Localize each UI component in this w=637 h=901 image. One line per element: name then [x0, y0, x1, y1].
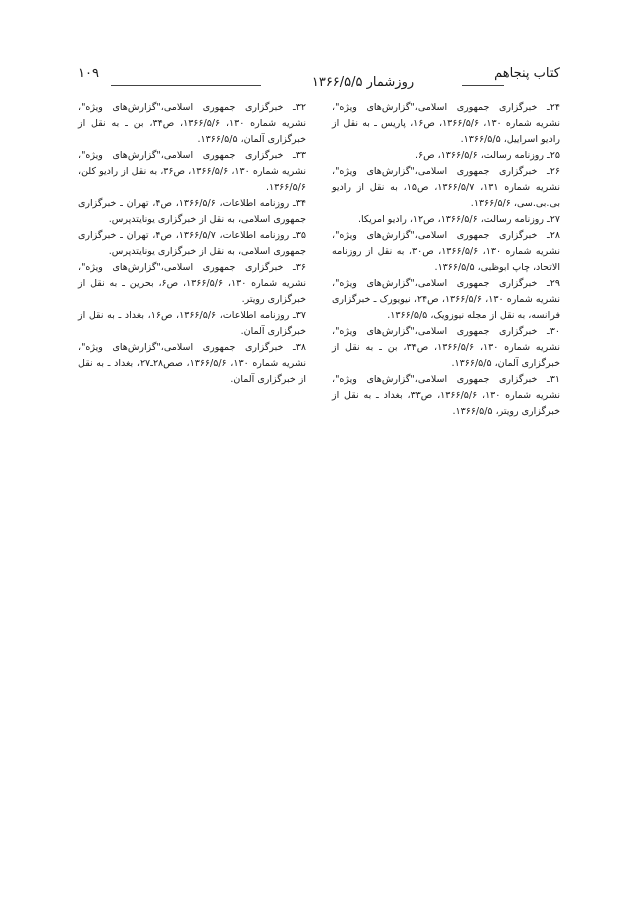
footnote-35: ۳۵ـ روزنامه اطلاعات، ۱۳۶۶/۵/۷، ص۴، تهران ـ خبرگزاری جمهوری اسلامی، به نقل از خبرگزاری یونایتدپرس.	[78, 230, 306, 257]
footnote-26: ۲۶ـ خبرگزاری جمهوری اسلامی،"گزارش‌های ویژه"، نشریه شماره ۱۳۱، ۱۳۶۶/۵/۷، ص۱۵، به نقل از رادیو بی.بی.سی، ۱۳۶۶/۵/۶.	[332, 166, 560, 209]
footnote-34: ۳۴ـ روزنامه اطلاعات، ۱۳۶۶/۵/۶، ص۴، تهران ـ خبرگزاری جمهوری اسلامی، به نقل از خبرگزاری یونایتدپرس.	[78, 198, 306, 225]
notes-column-right	[332, 100, 560, 420]
page-number: ۱۰۹	[78, 66, 99, 81]
book-title: کتاب پنجاهم	[494, 66, 560, 81]
footnote-31: ۳۱ـ خبرگزاری جمهوری اسلامی،"گزارش‌های ویژه"، نشریه شماره ۱۳۰، ۱۳۶۶/۵/۶، ص۳۳، بغداد ـ به نقل از خبرگزاری رویتر، ۱۳۶۶/۵/۵.	[332, 374, 560, 417]
footnote-24: ۲۴ـ خبرگزاری جمهوری اسلامی،"گزارش‌های ویژه"، نشریه شماره ۱۳۰، ۱۳۶۶/۵/۶، ص۱۶، پاریس ـ به نقل از رادیو اسراییل، ۱۳۶۶/۵/۵.	[332, 102, 560, 145]
footnote-37: ۳۷ـ روزنامه اطلاعات، ۱۳۶۶/۵/۶، ص۱۶، بغداد ـ به نقل از خبرگزاری آلمان.	[78, 310, 306, 337]
footnote-28: ۲۸ـ خبرگزاری جمهوری اسلامی،"گزارش‌های ویژه"، نشریه شماره ۱۳۰، ۱۳۶۶/۵/۶، ص۳۰، به نقل از روزنامه الاتحاد، چاپ ابوظبی، ۱۳۶۶/۵/۵.	[332, 230, 560, 273]
notes-column-left	[78, 100, 306, 388]
footnote-38: ۳۸ـ خبرگزاری جمهوری اسلامی،"گزارش‌های ویژه"، نشریه شماره ۱۳۰، ۱۳۶۶/۵/۶، صص۲۸ـ۲۷، بغداد ـ به نقل از خبرگزاری آلمان.	[78, 342, 306, 385]
footnote-27: ۲۷ـ روزنامه رسالت، ۱۳۶۶/۵/۶، ص۱۲، رادیو امریکا.	[358, 214, 560, 225]
footnote-25: ۲۵ـ روزنامه رسالت، ۱۳۶۶/۵/۶، ص۶.	[414, 150, 560, 161]
header-rule-left	[111, 85, 261, 86]
footnote-33: ۳۳ـ خبرگزاری جمهوری اسلامی،"گزارش‌های ویژه"، نشریه شماره ۱۳۰، ۱۳۶۶/۵/۶، ص۳۶، به نقل از رادیو کلن، ۱۳۶۶/۵/۶.	[78, 150, 306, 193]
running-head-date: روزشمار ۱۳۶۶/۵/۵	[264, 75, 462, 90]
footnote-30: ۳۰ـ خبرگزاری جمهوری اسلامی،"گزارش‌های ویژه"، نشریه شماره ۱۳۰، ۱۳۶۶/۵/۶، ص۳۴، بن ـ به نقل از خبرگزاری آلمان، ۱۳۶۶/۵/۵.	[332, 326, 561, 369]
footnote-32: ۳۲ـ خبرگزاری جمهوری اسلامی،"گزارش‌های ویژه"، نشریه شماره ۱۳۰، ۱۳۶۶/۵/۶، ص۳۴، بن ـ به نقل از خبرگزاری آلمان، ۱۳۶۶/۵/۵.	[78, 102, 307, 145]
page-header	[78, 66, 560, 92]
footnote-36: ۳۶ـ خبرگزاری جمهوری اسلامی،"گزارش‌های ویژه"، نشریه شماره ۱۳۰، ۱۳۶۶/۵/۶، ص۶، بحرین ـ به نقل از خبرگزاری رویتر.	[78, 262, 306, 305]
footnote-29: ۲۹ـ خبرگزاری جمهوری اسلامی،"گزارش‌های ویژه"، نشریه شماره ۱۳۰، ۱۳۶۶/۵/۶، ص۲۴، نیویورک ـ خبرگزاری فرانسه، به نقل از مجله نیوزویک، ۱۳۶۶/۵/۵.	[332, 278, 560, 321]
